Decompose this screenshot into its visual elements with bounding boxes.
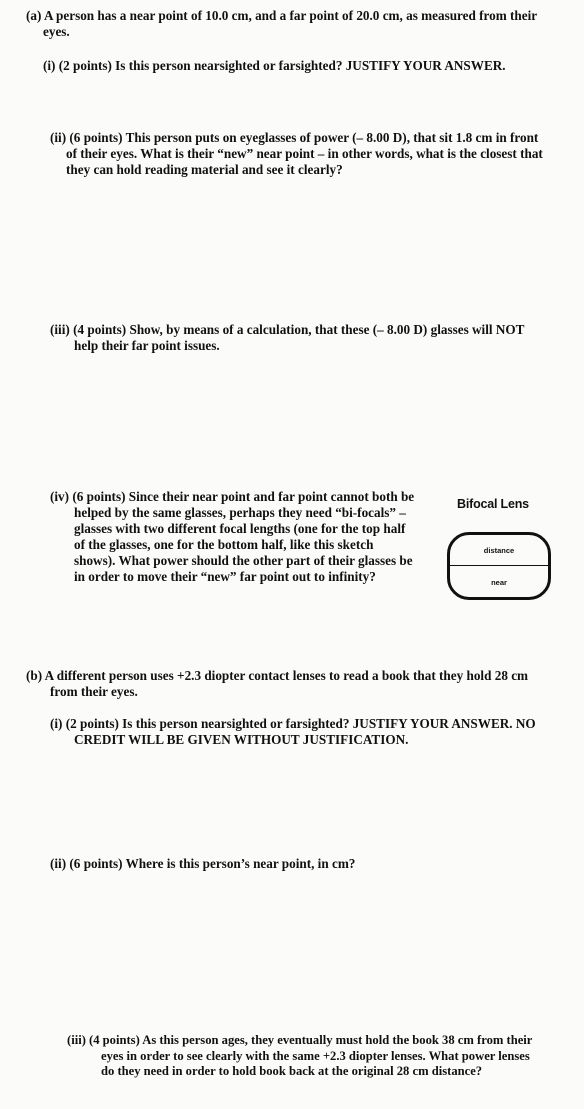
part-a-question-iii: (iii) (4 points) Show, by means of a calculation, that these (– 8.00 D) glasses will NOT help their far point issues.: [50, 322, 525, 353]
lens-distance-label: distance: [483, 546, 515, 555]
lens-divider-line: [450, 565, 548, 566]
lens-near-label: near: [491, 578, 507, 587]
part-a-question-i: (i) (2 points) Is this person nearsighted or farsighted? JUSTIFY YOUR ANSWER.: [43, 58, 506, 73]
part-b-question-iii: (iii) (4 points) As this person ages, they eventually must hold the book 38 cm from their eyes in order to see clearly with the same +2.3 diopter lenses. What power lenses do they need in order to hold book back at the original 28 cm distance?: [67, 1033, 533, 1078]
bifocal-lens-sketch: [447, 532, 551, 600]
part-a-question-iv: (iv) (6 points) Since their near point and far point cannot both be helped by the same glasses, perhaps they need “bi-focals” – glasses with two different focal lengths (one for the top half of the glasses, one for the bottom half, like this sketch shows). What power should the other part of their glasses be in order to move their “new” far point out to infinity?: [50, 489, 415, 584]
part-b-question-i: (i) (2 points) Is this person nearsighted or farsighted? JUSTIFY YOUR ANSWER. NO CREDIT WILL BE GIVEN WITHOUT JUSTIFICATION.: [50, 716, 536, 747]
part-a-question-ii: (ii) (6 points) This person puts on eyeglasses of power (– 8.00 D), that sit 1.8 cm in front of their eyes. What is their “new” near point – in other words, what is the closest that they can hold reading material and see it clearly?: [50, 130, 543, 177]
part-b-intro: (b) A different person uses +2.3 diopter contact lenses to read a book that they hold 28 cm from their eyes.: [26, 668, 529, 699]
part-a-intro: (a) A person has a near point of 10.0 cm, and a far point of 20.0 cm, as measured from their eyes.: [26, 8, 538, 39]
bifocal-lens-title: Bifocal Lens: [457, 497, 529, 511]
part-b-question-ii: (ii) (6 points) Where is this person’s near point, in cm?: [50, 856, 356, 871]
